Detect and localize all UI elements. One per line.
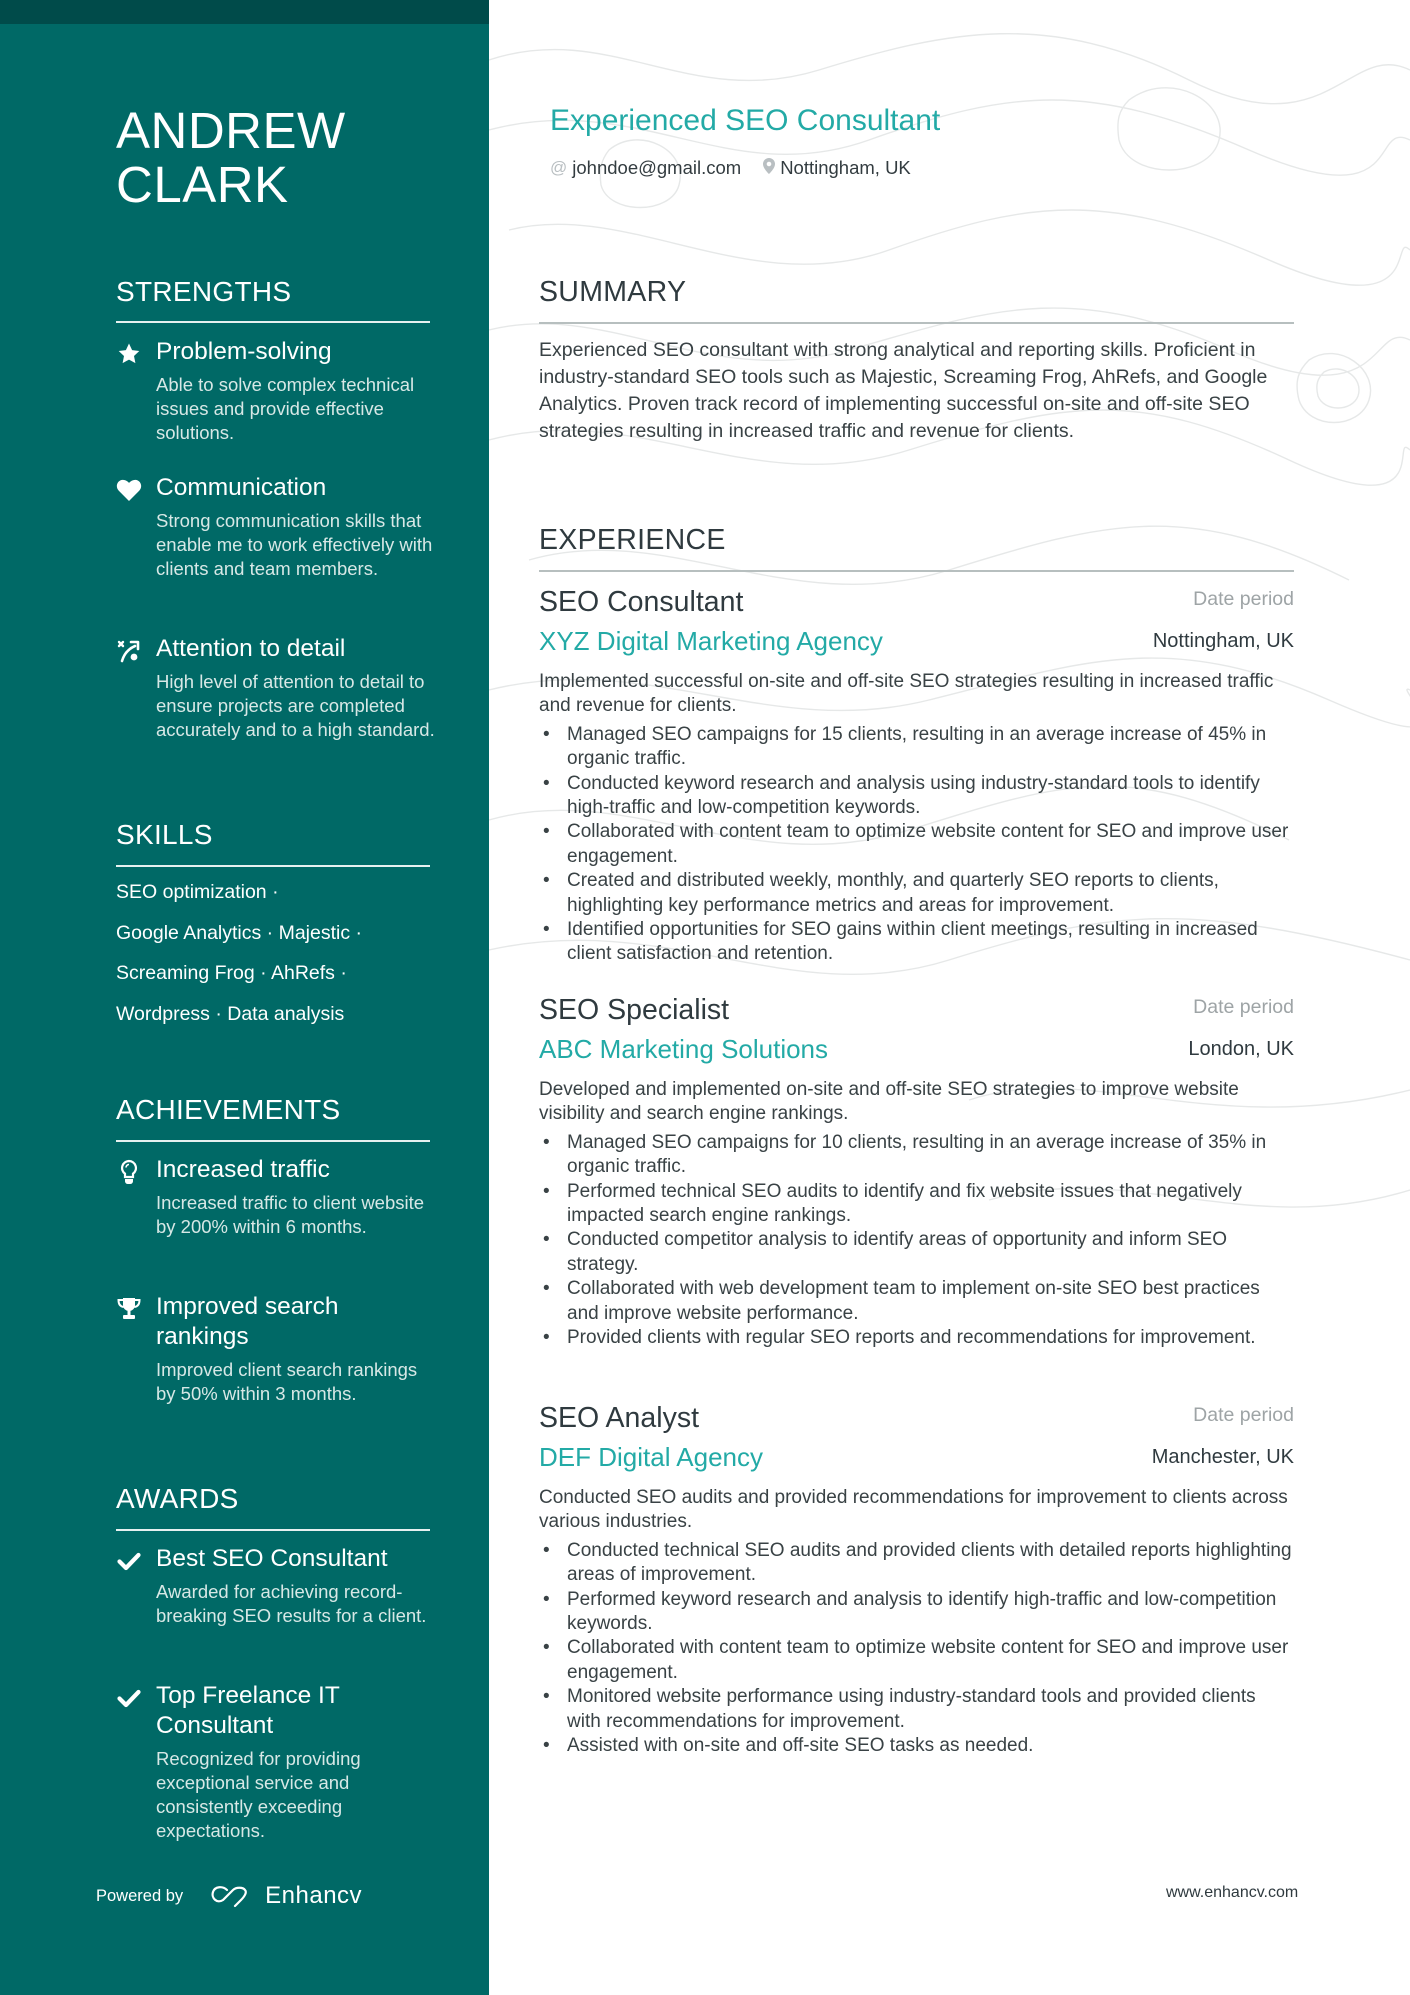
job-bullet: • Collaborated with content team to optimize website content for SEO and improve user engagement. xyxy=(539,1636,1294,1685)
achievement-item xyxy=(116,1292,436,1406)
job-bullet: • Managed SEO campaigns for 10 clients, resulting in an average increase of 35% in organic traffic. xyxy=(539,1131,1294,1180)
star-icon xyxy=(116,341,142,367)
award-title: Top Freelance IT Consultant xyxy=(156,1682,340,1739)
experience-divider xyxy=(539,570,1294,572)
job-bullet: • Performed technical SEO audits to identify and fix website issues that negatively impacted search engine rankings. xyxy=(539,1180,1294,1229)
achievements-divider xyxy=(116,1140,430,1142)
location: Nottingham, UK xyxy=(780,157,911,178)
strategy-icon xyxy=(116,638,142,664)
experience-heading: EXPERIENCE xyxy=(539,524,726,556)
achievement-description: Improved client search rankings by 50% within 3 months. xyxy=(156,1359,418,1404)
strength-item xyxy=(116,473,436,581)
achievement-title: Improved search rankings xyxy=(156,1293,339,1350)
email[interactable]: johndoe@gmail.com xyxy=(572,157,742,178)
job-bullet: • Managed SEO campaigns for 15 clients, resulting in an average increase of 45% in organic traffic. xyxy=(539,723,1294,772)
strength-description: High level of attention to detail to ensure projects are completed accurately and to a high standard. xyxy=(156,671,435,740)
job-bullet: • Collaborated with web development team to implement on-site SEO best practices and improve website performance. xyxy=(539,1277,1294,1326)
name-first: ANDREW xyxy=(116,102,346,159)
candidate-name xyxy=(116,104,456,212)
enhancv-logo-icon xyxy=(209,1884,255,1908)
strength-description: Strong communication skills that enable me to work effectively with clients and team members. xyxy=(156,510,433,579)
job-date: Date period xyxy=(1193,588,1294,610)
award-title: Best SEO Consultant xyxy=(156,1545,388,1572)
strength-title: Attention to detail xyxy=(156,635,346,662)
job-company: ABC Marketing Solutions xyxy=(539,1034,829,1064)
main-column xyxy=(489,0,1410,1995)
headline: Experienced SEO Consultant xyxy=(550,104,941,137)
job-description: Implemented successful on-site and off-site SEO strategies resulting in increased traffic and revenue for clients. xyxy=(539,671,1274,717)
website-link[interactable]: www.enhancv.com xyxy=(1166,1884,1299,1901)
job-bullet: • Monitored website performance using industry-standard tools and provided clients with recommendations for improvement. xyxy=(539,1685,1294,1734)
skills-heading: SKILLS xyxy=(116,819,213,850)
skill-line: SEO optimization · xyxy=(116,881,279,903)
summary-heading: SUMMARY xyxy=(539,276,687,308)
job-bullet: • Assisted with on-site and off-site SEO tasks as needed. xyxy=(539,1734,1294,1758)
job-bullets xyxy=(539,1539,1294,1759)
skill-line: Google Analytics · Majestic · xyxy=(116,922,363,944)
skill-line: Wordpress · Data analysis xyxy=(116,1003,345,1025)
job-bullet: • Performed keyword research and analysis to identify high-traffic and low-competition keywords. xyxy=(539,1588,1294,1637)
awards-heading: AWARDS xyxy=(116,1483,239,1514)
job-description: Developed and implemented on-site and off-site SEO strategies to improve website visibility and search engine rankings. xyxy=(539,1079,1239,1125)
job-bullet: • Collaborated with content team to optimize website content for SEO and improve user engagement. xyxy=(539,820,1294,869)
location-pin-icon xyxy=(763,158,775,179)
trophy-icon xyxy=(116,1296,142,1322)
award-item xyxy=(116,1544,436,1628)
award-item xyxy=(116,1681,436,1843)
strength-title: Problem-solving xyxy=(156,338,332,365)
achievement-description: Increased traffic to client website by 200% within 6 months. xyxy=(156,1192,425,1237)
powered-by xyxy=(96,1882,362,1910)
enhancv-brand[interactable]: Enhancv xyxy=(265,1882,363,1909)
job-bullet: • Conducted competitor analysis to identify areas of opportunity and inform SEO strategy. xyxy=(539,1228,1294,1277)
sidebar-top-bar xyxy=(0,0,489,24)
strength-item xyxy=(116,634,436,742)
job-bullet: • Provided clients with regular SEO reports and recommendations for improvement. xyxy=(539,1326,1294,1350)
contact-info xyxy=(550,157,911,179)
achievement-title: Increased traffic xyxy=(156,1156,330,1183)
experience-entry xyxy=(539,586,1294,967)
lightbulb-icon xyxy=(116,1159,142,1185)
skills-divider xyxy=(116,865,430,867)
achievement-item xyxy=(116,1155,436,1239)
job-company: DEF Digital Agency xyxy=(539,1442,763,1472)
powered-by-label: Powered by xyxy=(96,1886,184,1905)
check-icon xyxy=(116,1685,142,1711)
skill-line: Screaming Frog · AhRefs · xyxy=(116,962,347,984)
job-location: London, UK xyxy=(1188,1038,1294,1060)
job-date: Date period xyxy=(1193,1404,1294,1426)
sidebar xyxy=(0,0,489,1995)
job-title: SEO Consultant xyxy=(539,586,744,618)
strength-description: Able to solve complex technical issues and provide effective solutions. xyxy=(156,374,415,443)
strengths-divider xyxy=(116,321,430,323)
job-bullet: • Conducted keyword research and analysis using industry-standard tools to identify high-traffic and low-competition keywords. xyxy=(539,772,1294,821)
check-icon xyxy=(116,1548,142,1574)
heart-icon xyxy=(116,477,142,503)
awards-divider xyxy=(116,1529,430,1531)
job-title: SEO Specialist xyxy=(539,994,730,1026)
job-bullets xyxy=(539,1131,1294,1351)
job-bullet: • Identified opportunities for SEO gains within client meetings, resulting in increased client satisfaction and retention. xyxy=(539,918,1294,967)
job-company: XYZ Digital Marketing Agency xyxy=(539,626,883,656)
experience-entry xyxy=(539,1402,1294,1758)
job-bullets xyxy=(539,723,1294,967)
job-bullet: • Created and distributed weekly, monthly, and quarterly SEO reports to clients, highlighting key performance metrics and areas for improvement. xyxy=(539,869,1294,918)
at-sign-icon: @ xyxy=(550,158,568,177)
job-date: Date period xyxy=(1193,996,1294,1018)
experience-entry xyxy=(539,994,1294,1350)
strengths-heading: STRENGTHS xyxy=(116,276,292,307)
name-last: CLARK xyxy=(116,156,289,213)
job-location: Manchester, UK xyxy=(1151,1446,1294,1468)
job-location: Nottingham, UK xyxy=(1152,630,1294,652)
achievements-heading: ACHIEVEMENTS xyxy=(116,1094,341,1125)
job-bullet: • Conducted technical SEO audits and provided clients with detailed reports highlighting areas of improvement. xyxy=(539,1539,1294,1588)
job-title: SEO Analyst xyxy=(539,1402,699,1434)
job-description: Conducted SEO audits and provided recommendations for improvement to clients across various industries. xyxy=(539,1487,1288,1533)
strength-item xyxy=(116,337,436,445)
award-description: Awarded for achieving record-breaking SEO results for a client. xyxy=(156,1581,427,1626)
summary-text: Experienced SEO consultant with strong analytical and reporting skills. Proficient in industry-standard SEO tools such as Majestic, Screaming Frog, AhRefs, and Google Analytics. Proven track record of implementing successful on-site and off-site SEO strategies resulting in increased traffic and revenue for clients. xyxy=(539,339,1268,442)
strength-title: Communication xyxy=(156,474,327,501)
summary-divider xyxy=(539,322,1294,324)
award-description: Recognized for providing exceptional service and consistently exceeding expectations. xyxy=(156,1748,361,1841)
